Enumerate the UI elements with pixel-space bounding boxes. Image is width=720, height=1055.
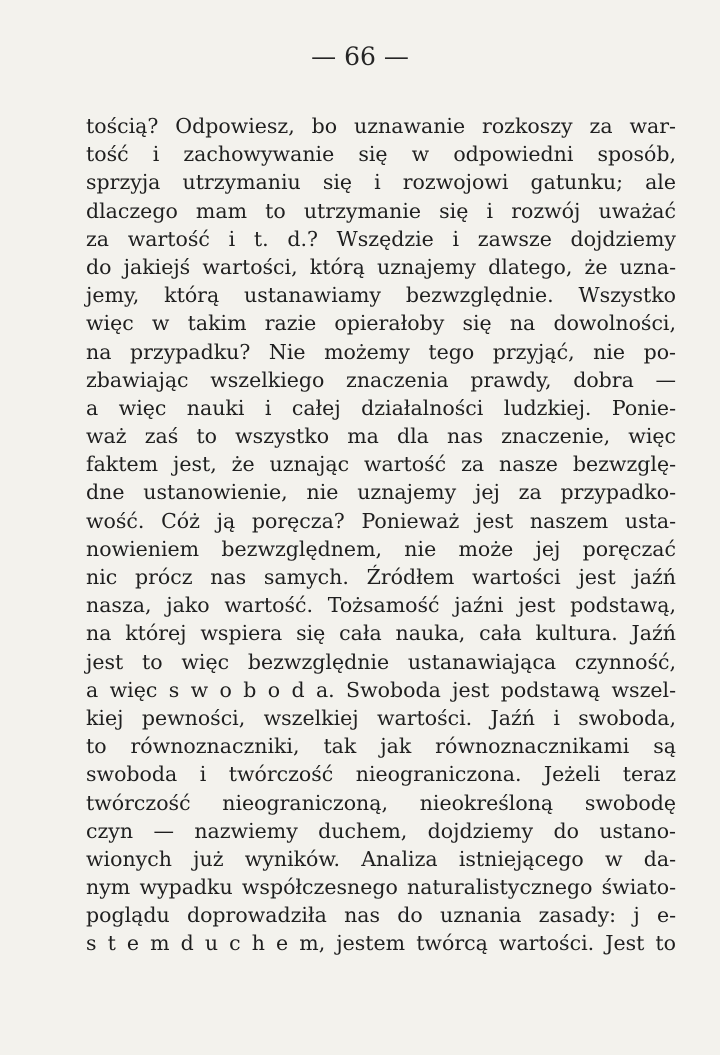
- text-line: więc w takim razie opierałoby się na dowolności,: [86, 311, 676, 336]
- text-line: kiej pewności, wszelkiej wartości. Jaźń i swoboda,: [86, 705, 676, 730]
- text-line: poglądu doprowadziła nas do uznania zasady: j e-: [86, 903, 676, 928]
- text-line: swoboda i twórczość nieograniczona. Jeżeli teraz: [86, 762, 676, 787]
- text-line: tość i zachowywanie się w odpowiedni sposób,: [86, 142, 676, 167]
- text-line: na przypadku? Nie możemy tego przyjąć, nie po-: [86, 339, 676, 364]
- text-line: s t e m d u c h e m, jestem twórcą wartości. Jest to: [86, 931, 676, 956]
- text-line: do jakiejś wartości, którą uznajemy dlatego, że uzna-: [86, 254, 676, 279]
- text-line: wionych już wyników. Analiza istniejącego w da-: [86, 846, 676, 871]
- text-line: sprzyja utrzymaniu się i rozwojowi gatunku; ale: [86, 170, 676, 195]
- text-line: nym wypadku współczesnego naturalistycznego świato-: [86, 875, 676, 900]
- text-line: nowieniem bezwzględnem, nie może jej poręczać: [86, 536, 676, 561]
- text-line: za wartość i t. d.? Wszędzie i zawsze dojdziemy: [86, 226, 676, 251]
- body-text: [86, 112, 676, 958]
- text-line: na której wspiera się cała nauka, cała kultura. Jaźń: [86, 621, 676, 646]
- text-line: dne ustanowienie, nie uznajemy jej za przypadko-: [86, 480, 676, 505]
- text-line: wość. Cóż ją poręcza? Ponieważ jest naszem usta-: [86, 508, 676, 533]
- text-line: waż zaś to wszystko ma dla nas znaczenie, więc: [86, 424, 676, 449]
- text-line: jemy, którą ustanawiamy bezwzględnie. Wszystko: [86, 283, 676, 308]
- text-line: to równoznaczniki, tak jak równoznacznikami są: [86, 734, 676, 759]
- text-line: twórczość nieograniczoną, nieokreśloną swobodę: [86, 790, 676, 815]
- text-line: faktem jest, że uznając wartość za nasze bezwzglę-: [86, 452, 676, 477]
- text-line: dlaczego mam to utrzymanie się i rozwój uważać: [86, 198, 676, 223]
- text-line: zbawiając wszelkiego znaczenia prawdy, dobra —: [86, 367, 676, 392]
- text-line: jest to więc bezwzględnie ustanawiająca czynność,: [86, 649, 676, 674]
- text-line: czyn — nazwiemy duchem, dojdziemy do ustano-: [86, 818, 676, 843]
- text-line: a więc nauki i całej działalności ludzkiej. Ponie-: [86, 395, 676, 420]
- text-line: tością? Odpowiesz, bo uznawanie rozkoszy za war-: [86, 114, 676, 138]
- text-line: a więc s w o b o d a. Swoboda jest podstawą wszel-: [86, 677, 676, 702]
- text-line: nic prócz nas samych. Źródłem wartości jest jaźń: [86, 565, 676, 589]
- text-line: nasza, jako wartość. Tożsamość jaźni jest podstawą,: [86, 593, 676, 618]
- page-number: — 66 —: [311, 42, 409, 71]
